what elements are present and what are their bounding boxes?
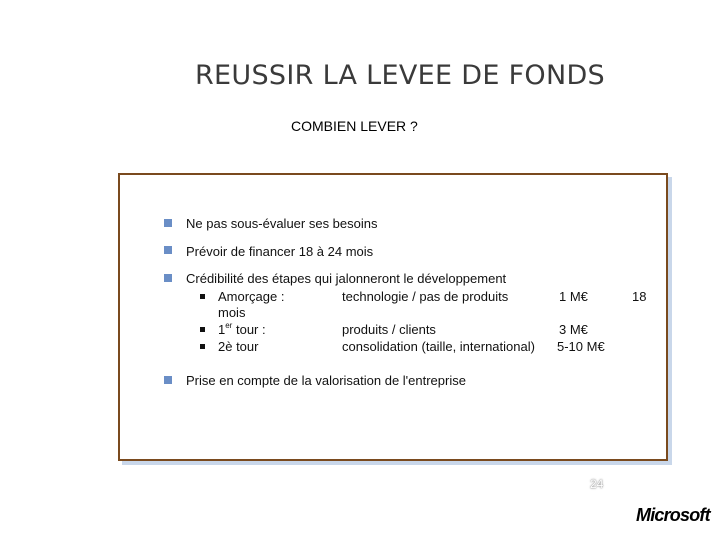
bullet-marker bbox=[164, 219, 172, 227]
stage-description: produits / clients bbox=[342, 322, 436, 337]
sub-bullet-marker bbox=[200, 327, 205, 332]
stage-label bbox=[218, 322, 266, 337]
stage-amount: 5-10 M€ bbox=[557, 339, 605, 354]
bullet-marker bbox=[164, 246, 172, 254]
bullet-text: Ne pas sous-évaluer ses besoins bbox=[186, 216, 378, 231]
slide-subtitle: COMBIEN LEVER ? bbox=[291, 118, 418, 134]
stage-label-rest: tour : bbox=[232, 322, 266, 337]
stage-label-number: 1 bbox=[218, 322, 226, 337]
stage-description: consolidation (taille, international) bbox=[342, 339, 535, 354]
sub-bullet-marker bbox=[200, 294, 205, 299]
stage-wrap-text: mois bbox=[218, 305, 246, 320]
stage-label: Amorçage : bbox=[218, 289, 285, 304]
bullet-marker bbox=[164, 376, 172, 384]
slide-title: REUSSIR LA LEVEE DE FONDS bbox=[195, 60, 605, 91]
stage-amount: 1 M€ bbox=[559, 289, 588, 304]
bullet-marker bbox=[164, 274, 172, 282]
stage-description: technologie / pas de produits bbox=[342, 289, 509, 304]
sub-bullet-marker bbox=[200, 344, 205, 349]
microsoft-logo: Microsoft bbox=[636, 505, 710, 525]
page-number: 24 bbox=[590, 477, 604, 491]
stage-amount: 3 M€ bbox=[559, 322, 588, 337]
stage-extra: 18 bbox=[632, 289, 647, 304]
bullet-text: Crédibilité des étapes qui jalonneront le développement bbox=[186, 271, 507, 286]
bullet-text: Prise en compte de la valorisation de l'entreprise bbox=[186, 373, 466, 388]
stage-label-superscript: er bbox=[225, 321, 233, 330]
stage-label: 2è tour bbox=[218, 339, 259, 354]
bullet-text: Prévoir de financer 18 à 24 mois bbox=[186, 244, 374, 259]
